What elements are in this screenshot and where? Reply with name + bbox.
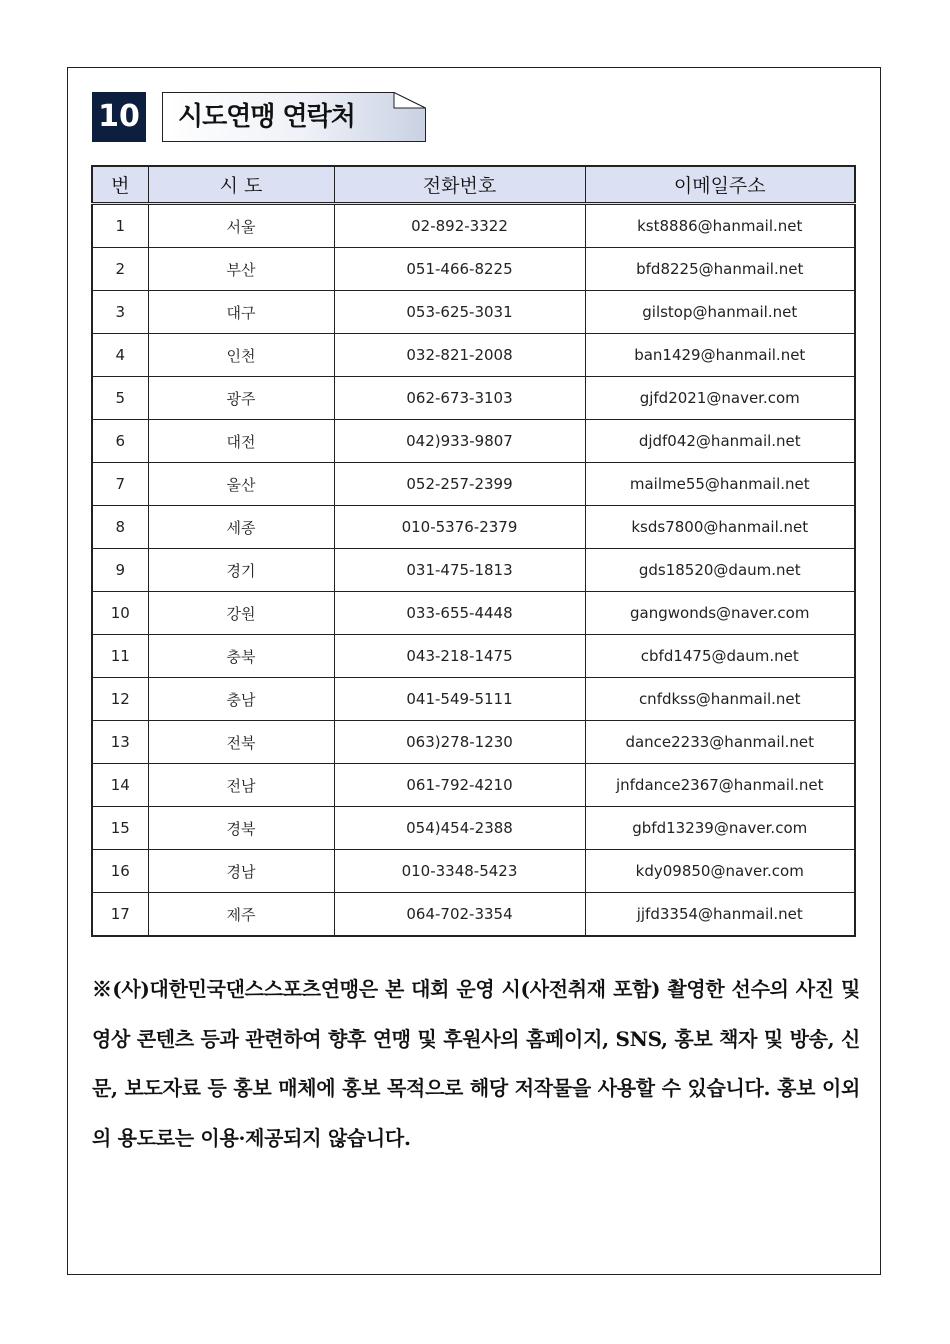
region-cell: 인천	[148, 334, 334, 377]
header-email: 이메일주소	[585, 166, 855, 204]
row-number: 13	[92, 721, 148, 764]
row-number: 16	[92, 850, 148, 893]
phone-cell: 054)454-2388	[334, 807, 585, 850]
row-number: 1	[92, 204, 148, 248]
phone-cell: 010-5376-2379	[334, 506, 585, 549]
row-number: 8	[92, 506, 148, 549]
table-row	[92, 334, 855, 377]
email-cell: jjfd3354@hanmail.net	[585, 893, 855, 937]
row-number: 4	[92, 334, 148, 377]
table-row	[92, 204, 855, 248]
contacts-table	[91, 165, 856, 937]
phone-cell: 053-625-3031	[334, 291, 585, 334]
region-cell: 강원	[148, 592, 334, 635]
row-number: 9	[92, 549, 148, 592]
table-row	[92, 721, 855, 764]
phone-cell: 062-673-3103	[334, 377, 585, 420]
phone-cell: 043-218-1475	[334, 635, 585, 678]
region-cell: 세종	[148, 506, 334, 549]
table-row	[92, 291, 855, 334]
row-number: 6	[92, 420, 148, 463]
email-cell: gangwonds@naver.com	[585, 592, 855, 635]
phone-cell: 042)933-9807	[334, 420, 585, 463]
header-region: 시 도	[148, 166, 334, 204]
region-cell: 경기	[148, 549, 334, 592]
table-row	[92, 635, 855, 678]
email-cell: kst8886@hanmail.net	[585, 204, 855, 248]
table-row	[92, 377, 855, 420]
row-number: 7	[92, 463, 148, 506]
table-row	[92, 506, 855, 549]
email-cell: cnfdkss@hanmail.net	[585, 678, 855, 721]
region-cell: 충남	[148, 678, 334, 721]
email-cell: dance2233@hanmail.net	[585, 721, 855, 764]
email-cell: ban1429@hanmail.net	[585, 334, 855, 377]
phone-cell: 031-475-1813	[334, 549, 585, 592]
region-cell: 울산	[148, 463, 334, 506]
row-number: 2	[92, 248, 148, 291]
phone-cell: 061-792-4210	[334, 764, 585, 807]
email-cell: kdy09850@naver.com	[585, 850, 855, 893]
table-row	[92, 420, 855, 463]
table-row	[92, 248, 855, 291]
region-cell: 대전	[148, 420, 334, 463]
phone-cell: 064-702-3354	[334, 893, 585, 937]
table-row	[92, 807, 855, 850]
phone-cell: 052-257-2399	[334, 463, 585, 506]
row-number: 12	[92, 678, 148, 721]
section-title-box	[162, 92, 426, 142]
region-cell: 충북	[148, 635, 334, 678]
email-cell: jnfdance2367@hanmail.net	[585, 764, 855, 807]
table-row	[92, 592, 855, 635]
region-cell: 부산	[148, 248, 334, 291]
row-number: 14	[92, 764, 148, 807]
row-number: 3	[92, 291, 148, 334]
email-cell: djdf042@hanmail.net	[585, 420, 855, 463]
region-cell: 광주	[148, 377, 334, 420]
row-number: 15	[92, 807, 148, 850]
phone-cell: 032-821-2008	[334, 334, 585, 377]
row-number: 11	[92, 635, 148, 678]
table-row	[92, 764, 855, 807]
row-number: 10	[92, 592, 148, 635]
region-cell: 경남	[148, 850, 334, 893]
phone-cell: 010-3348-5423	[334, 850, 585, 893]
phone-cell: 02-892-3322	[334, 204, 585, 248]
header-no: 번	[92, 166, 148, 204]
email-cell: bfd8225@hanmail.net	[585, 248, 855, 291]
phone-cell: 063)278-1230	[334, 721, 585, 764]
table-row	[92, 678, 855, 721]
usage-notice: ※(사)대한민국댄스스포츠연맹은 본 대회 운영 시(사전취재 포함) 촬영한 선수의 사진 및 영상 콘텐츠 등과 관련하여 향후 연맹 및 후원사의 홈페이지, SNS, 홍보 책자 및 방송, 신문, 보도자료 등 홍보 매체에 홍보 목적으로 해당 저작물을 사용할 수 있습니다. 홍보 이외의 용도로는 이용·제공되지 않습니다.	[92, 977, 860, 1150]
region-cell: 전남	[148, 764, 334, 807]
table-header-row	[92, 166, 855, 204]
section-title: 시도연맹 연락처	[178, 102, 355, 132]
email-cell: gbfd13239@naver.com	[585, 807, 855, 850]
email-cell: mailme55@hanmail.net	[585, 463, 855, 506]
region-cell: 경북	[148, 807, 334, 850]
phone-cell: 051-466-8225	[334, 248, 585, 291]
phone-cell: 041-549-5111	[334, 678, 585, 721]
region-cell: 전북	[148, 721, 334, 764]
email-cell: ksds7800@hanmail.net	[585, 506, 855, 549]
section-number: 10	[92, 92, 146, 142]
phone-cell: 033-655-4448	[334, 592, 585, 635]
email-cell: gilstop@hanmail.net	[585, 291, 855, 334]
email-cell: gds18520@daum.net	[585, 549, 855, 592]
row-number: 17	[92, 893, 148, 937]
email-cell: gjfd2021@naver.com	[585, 377, 855, 420]
table-row	[92, 893, 855, 937]
region-cell: 대구	[148, 291, 334, 334]
region-cell: 제주	[148, 893, 334, 937]
header-phone: 전화번호	[334, 166, 585, 204]
email-cell: cbfd1475@daum.net	[585, 635, 855, 678]
table-row	[92, 463, 855, 506]
table-row	[92, 549, 855, 592]
row-number: 5	[92, 377, 148, 420]
region-cell: 서울	[148, 204, 334, 248]
table-row	[92, 850, 855, 893]
